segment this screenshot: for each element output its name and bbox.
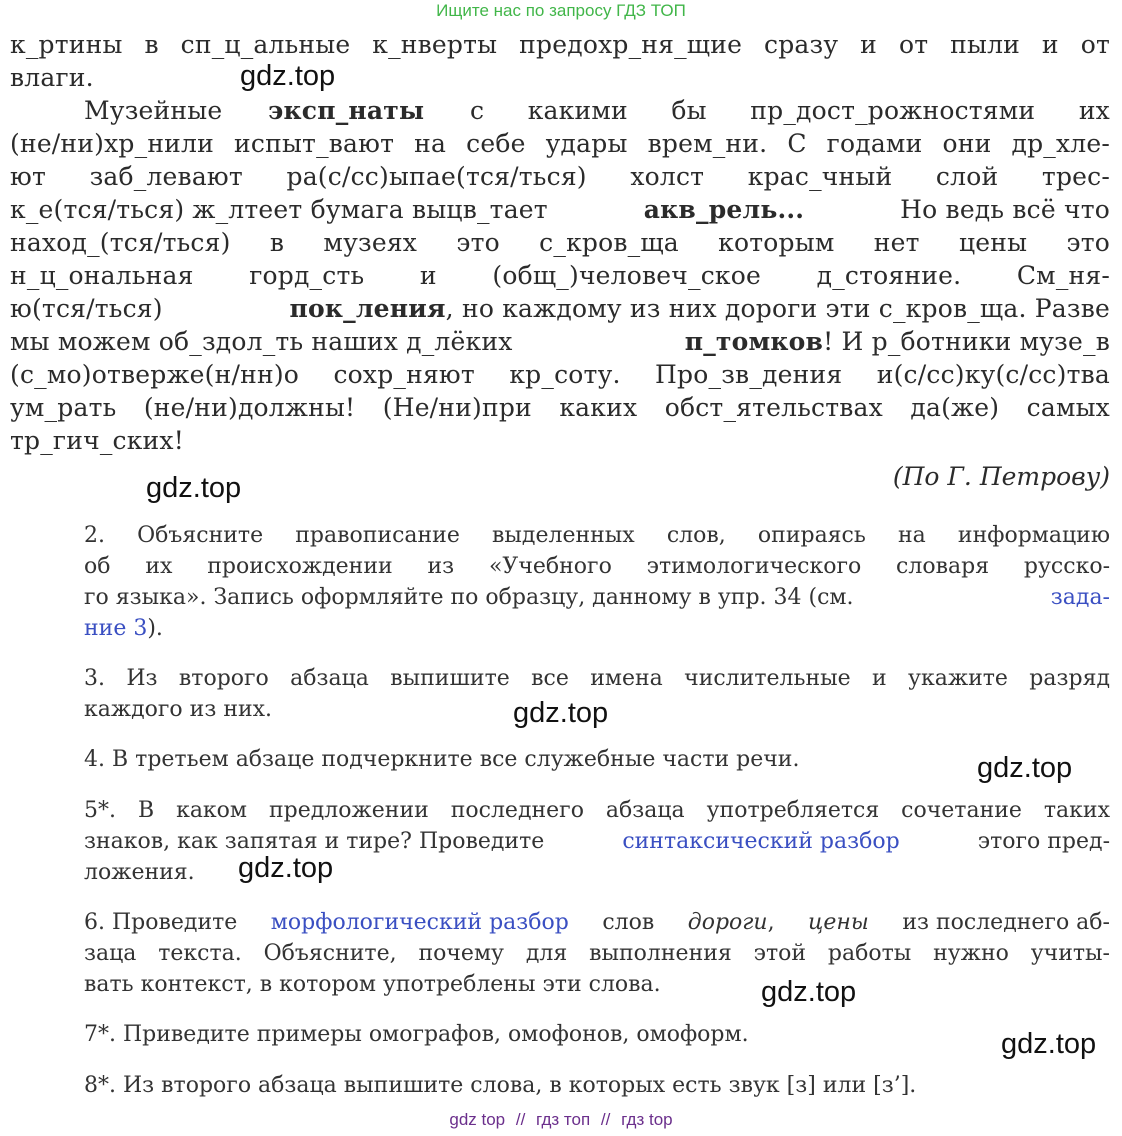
text-fragment: ! И р_ботники музе_в: [823, 327, 1110, 356]
text-fragment: Но ведь всё что: [900, 195, 1110, 224]
text-fragment: мы можем об_здол_ть наших д_лёких: [10, 327, 513, 356]
text-line: тр_гич_ских!: [10, 426, 184, 455]
exercise-6: заца текста. Объясните, почему для выполнения этой работы нужно учиты-: [84, 941, 1110, 966]
text-line: (не/ни)хр_нили испыт_вают на себе удары врем_ни. С годами они др_хле-: [10, 129, 1110, 158]
exercise-8: 8*. Из второго абзаца выпишите слова, в которых есть звук [з] или [з’].: [84, 1073, 917, 1098]
text-line: ум_рать (не/ни)должны! (Не/ни)при каких обст_ятельствах да(же) самых: [10, 393, 1110, 422]
text-fragment: с какими бы пр_дост_рожностями их: [469, 96, 1110, 125]
italic-word: дороги: [687, 910, 768, 935]
author-attribution: (По Г. Петрову): [892, 462, 1110, 491]
watermark: gdz.top: [1001, 1028, 1097, 1060]
footer-separator: //: [515, 1110, 526, 1129]
exercise-2: [84, 582, 1110, 613]
exercise-text: из последнего аб-: [902, 910, 1110, 935]
text-line: н_ц_ональная горд_сть и (общ_)человеч_ское д_стояние. См_ня-: [10, 261, 1110, 290]
syntax-analysis-link[interactable]: синтаксический разбор: [622, 829, 900, 854]
text-line: (с_мо)отверже(н/нн)о сохр_няют кр_соту. Про_зв_дения и(с/сс)ку(с/сс)тва: [10, 360, 1110, 389]
exercise-7: 7*. Приведите примеры омографов, омофонов, омоформ.: [84, 1022, 749, 1047]
exercise-2: об их происхождении из «Учебного этимологического словаря русско-: [84, 554, 1110, 579]
exercise-text: слов: [602, 910, 655, 935]
text-line: к_ртины в сп_ц_альные к_нверты предохр_ня_щие сразу и от пыли и от: [10, 30, 1110, 59]
exercise-text: 6. Проведите: [84, 910, 238, 935]
exercise-text: ).: [147, 616, 163, 641]
footer-banner[interactable]: [0, 1110, 1122, 1130]
top-banner[interactable]: Ищите нас по запросу ГДЗ ТОП: [436, 1, 686, 20]
highlighted-word: пок_ления: [289, 294, 446, 323]
exercise-5: ложения.: [84, 860, 195, 885]
text-fragment: ю(тся/ться): [10, 294, 163, 323]
exercise-4: 4. В третьем абзаце подчеркните все служебные части речи.: [84, 747, 800, 772]
exercise-text: го языка». Запись оформляйте по образцу, данному в упр. 34 (см.: [84, 585, 854, 610]
footer-link[interactable]: гдз top: [621, 1110, 673, 1129]
exercise-2: [84, 613, 163, 644]
text-line: [10, 325, 1110, 358]
italic-word: цены: [808, 910, 869, 935]
exercise-text: знаков, как запятая и тире? Проведите: [84, 829, 545, 854]
watermark: gdz.top: [977, 752, 1073, 784]
exercise-text: этого пред-: [977, 829, 1110, 854]
footer-link[interactable]: гдз топ: [536, 1110, 591, 1129]
exercise-5: 5*. В каком предложении последнего абзаца употребляется сочетание таких: [84, 798, 1110, 823]
morphology-analysis-link[interactable]: морфологический разбор: [270, 910, 569, 935]
text-line: ют заб_левают ра(с/сс)ыпае(тся/ться) холст крас_чный слой трес-: [10, 162, 1110, 191]
exercise-6: вать контекст, в котором употреблены эти слова.: [84, 972, 661, 997]
exercise-text: ,: [767, 910, 775, 935]
highlighted-word: эксп_наты: [268, 96, 425, 125]
watermark: gdz.top: [240, 60, 336, 92]
footer-link[interactable]: gdz top: [449, 1110, 506, 1129]
text-line: наход_(тся/ться) в музеях это с_кров_ща которым нет цены это: [10, 228, 1110, 257]
text-line: [10, 292, 1110, 325]
task-link[interactable]: ние 3: [84, 616, 148, 641]
exercise-3: 3. Из второго абзаца выпишите все имена числительные и укажите разряд: [84, 666, 1110, 691]
text-line: [10, 193, 1110, 226]
highlighted-word: акв_рель...: [643, 195, 805, 224]
text-line: влаги.: [10, 63, 94, 92]
text-fragment: Музейные: [84, 96, 223, 125]
exercise-2: 2. Объясните правописание выделенных слов, опираясь на информацию: [84, 523, 1110, 548]
text-line: [84, 94, 1110, 127]
watermark: gdz.top: [238, 852, 334, 884]
highlighted-word: п_томков: [684, 327, 824, 356]
watermark: gdz.top: [761, 976, 857, 1008]
text-fragment: к_е(тся/ться) ж_лтеет бумага выцв_тает: [10, 195, 548, 224]
watermark: gdz.top: [513, 697, 609, 729]
text-fragment: , но каждому из них дороги эти с_кров_ща. Разве: [445, 294, 1110, 323]
watermark: gdz.top: [146, 472, 242, 504]
exercise-6: [84, 907, 1110, 938]
exercise-3: каждого из них.: [84, 697, 273, 722]
footer-separator: //: [600, 1110, 611, 1129]
task-link[interactable]: зада-: [1050, 585, 1110, 610]
